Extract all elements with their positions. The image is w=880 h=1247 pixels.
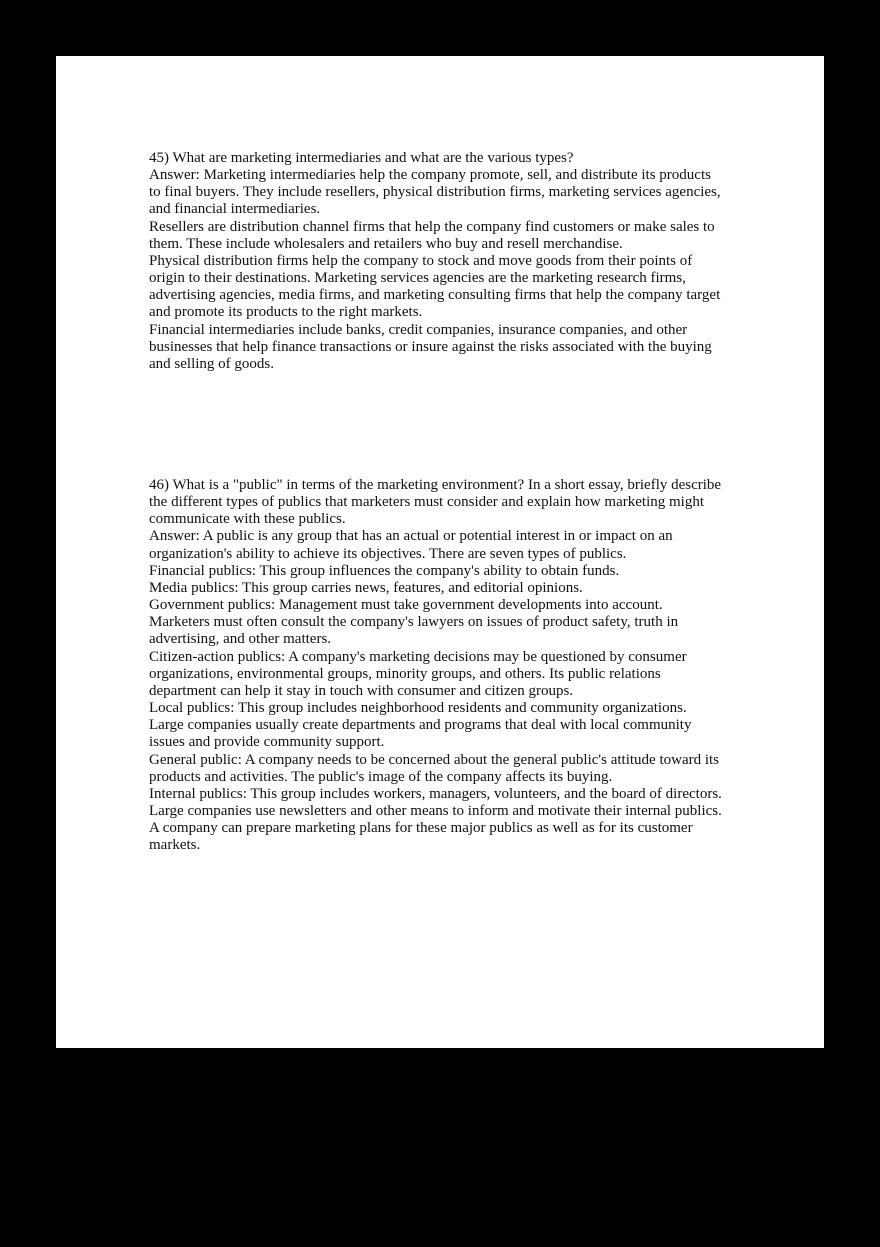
answer-line: Financial intermediaries include banks, credit companies, insurance companies, and other xyxy=(149,321,688,338)
answer-line: Citizen-action publics: A company's marketing decisions may be questioned by consumer xyxy=(149,648,687,665)
answer-line: Marketers must often consult the company's lawyers on issues of product safety, truth in xyxy=(149,614,679,631)
question-46-prompt: communicate with these publics. xyxy=(149,511,346,528)
answer-line: Media publics: This group carries news, features, and editorial opinions. xyxy=(149,579,583,596)
answer-line: Physical distribution firms help the company to stock and move goods from their points of xyxy=(149,252,693,269)
document-page xyxy=(56,56,824,1048)
question-46-prompt: the different types of publics that marketers must consider and explain how marketing might xyxy=(149,494,704,511)
answer-line: to final buyers. They include resellers, physical distribution firms, marketing services agencies, xyxy=(149,184,721,201)
answer-line: products and activities. The public's image of the company affects its buying. xyxy=(149,768,613,785)
answer-line: advertising, and other matters. xyxy=(149,631,332,648)
answer-line: department can help it stay in touch with consumer and citizen groups. xyxy=(149,682,574,699)
answer-line: them. These include wholesalers and retailers who buy and resell merchandise. xyxy=(149,235,623,252)
answer-line: advertising agencies, media firms, and marketing consulting firms that help the company target xyxy=(149,287,721,304)
answer-line: organization's ability to achieve its objectives. There are seven types of publics. xyxy=(149,545,627,562)
answer-line: Internal publics: This group includes workers, managers, volunteers, and the board of directors. xyxy=(149,785,722,802)
answer-line: and promote its products to the right markets. xyxy=(149,304,423,321)
question-46-prompt: 46) What is a "public" in terms of the marketing environment? In a short essay, briefly describe xyxy=(149,477,722,493)
answer-line: Resellers are distribution channel firms that help the company find customers or make sales to xyxy=(149,218,715,235)
answer-line: origin to their destinations. Marketing services agencies are the marketing research firms, xyxy=(149,270,686,287)
question-46-block xyxy=(149,477,739,854)
answer-line: Local publics: This group includes neighborhood residents and community organizations. xyxy=(149,700,687,717)
answer-line: markets. xyxy=(149,837,201,854)
answer-line: businesses that help finance transactions or insure against the risks associated with the buying xyxy=(149,338,712,355)
answer-line: Large companies use newsletters and other means to inform and motivate their internal publics. xyxy=(149,802,722,819)
answer-line: Answer: Marketing intermediaries help the company promote, sell, and distribute its products xyxy=(149,167,711,184)
answer-line: issues and provide community support. xyxy=(149,734,385,751)
answer-line: and financial intermediaries. xyxy=(149,201,321,218)
answer-line: General public: A company needs to be concerned about the general public's attitude toward its xyxy=(149,751,720,768)
answer-line: Government publics: Management must take government developments into account. xyxy=(149,597,663,614)
question-45-block xyxy=(149,150,739,373)
answer-line: Large companies usually create departments and programs that deal with local community xyxy=(149,717,692,734)
question-45-prompt: 45) What are marketing intermediaries and what are the various types? xyxy=(149,150,574,166)
answer-line: Answer: A public is any group that has an actual or potential interest in or impact on an xyxy=(149,528,673,545)
answer-line: and selling of goods. xyxy=(149,355,274,372)
answer-line: organizations, environmental groups, minority groups, and others. Its public relations xyxy=(149,665,661,682)
answer-line: Financial publics: This group influences the company's ability to obtain funds. xyxy=(149,562,620,579)
answer-line: A company can prepare marketing plans for these major publics as well as for its customer xyxy=(149,820,693,837)
